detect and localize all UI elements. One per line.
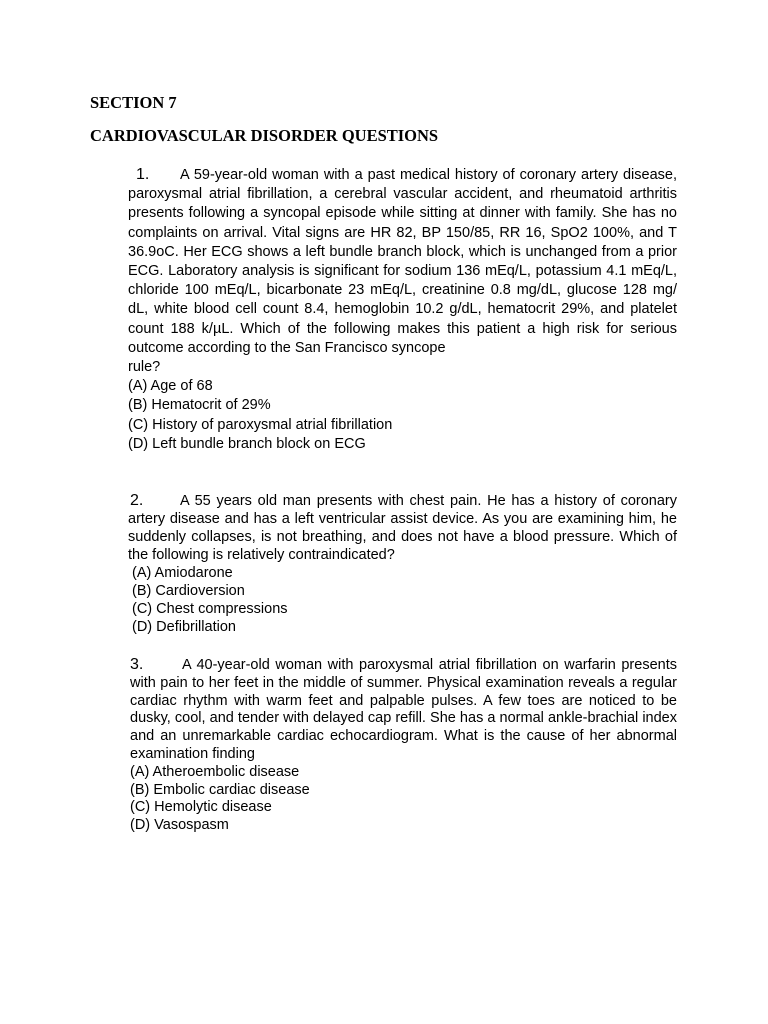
question-1-text: A 59-year-old woman with a past medical history of coronary artery disease, paroxysmal atrial fibrillation, a cerebral vascular accident, and rheumatoid arthritis presents following a syncopal episode while sitting at dinner with family. She has no complaints on arrival. Vital signs are HR 82, BP 150/85, RR 16, SpO2 100%, and T 36.9oC. Her ECG shows a left bundle branch block, which is unchanged from a prior ECG. Laboratory analysis is significant for sodium 136 mEq/L, potassium 4.1 mEq/L, chloride 100 mEq/L, bicarbonate 23 mEq/L, creatinine 0.8 mg/dL, glucose 128 mg/ dL, white blood cell count 8.4, hemoglobin 10.2 g/dL, hematocrit 29%, and platelet count 188 k/µL. Which of the following makes this patient a high risk for serious outcome according to the San Francisco syncope [128,167,677,356]
question-1-text-tail: rule? [128,359,161,376]
question-2-number: 2. [130,492,144,509]
question-3-options [130,764,677,835]
question-2-option-a: (A) Amiodarone [132,565,233,581]
question-2-stem [128,492,677,564]
question-2-options [128,564,677,636]
question-3-stem [130,656,677,764]
question-3-option-a: (A) Atheroembolic disease [130,763,300,780]
question-2-text: A 55 years old man presents with chest pain. He has a history of coronary artery disease and has a left ventricular assist device. As you are examining him, he suddenly collapses, is not breathing, and does not have a blood pressure. Which of the following is relatively contraindicated? [128,493,677,563]
question-1-option-d: (D) Left bundle branch block on ECG [128,435,366,452]
section-label: SECTION 7 [90,93,177,112]
question-1-options [128,377,677,454]
question-3-number: 3. [130,656,144,673]
question-1-option-b: (B) Hematocrit of 29% [128,397,271,414]
question-3-option-c: (C) Hemolytic disease [130,799,272,816]
question-2-option-c: (C) Chest compressions [132,601,288,617]
question-2 [128,492,677,636]
question-1 [128,165,677,454]
question-1-stem [128,165,677,377]
section-title: CARDIOVASCULAR DISORDER QUESTIONS [90,126,439,145]
question-1-option-c: (C) History of paroxysmal atrial fibrillation [128,416,393,433]
question-2-option-d: (D) Defibrillation [132,619,236,635]
question-1-option-a: (A) Age of 68 [128,378,213,395]
question-3-option-b: (B) Embolic cardiac disease [130,781,310,798]
question-3 [130,656,677,835]
question-1-number: 1. [136,166,150,183]
question-2-option-b: (B) Cardioversion [132,583,245,599]
question-3-option-d: (D) Vasospasm [130,817,229,834]
question-3-text: A 40-year-old woman with paroxysmal atrial fibrillation on warfarin presents with pain to her feet in the middle of summer. Physical examination reveals a regular cardiac rhythm with warm feet and palpable pulses. A few toes are noticed to be dusky, cool, and tender with delayed cap refill. She has a normal ankle-brachial index and an unremarkable cardiac echocardiogram. What is the cause of her abnormal examination finding [130,657,677,762]
